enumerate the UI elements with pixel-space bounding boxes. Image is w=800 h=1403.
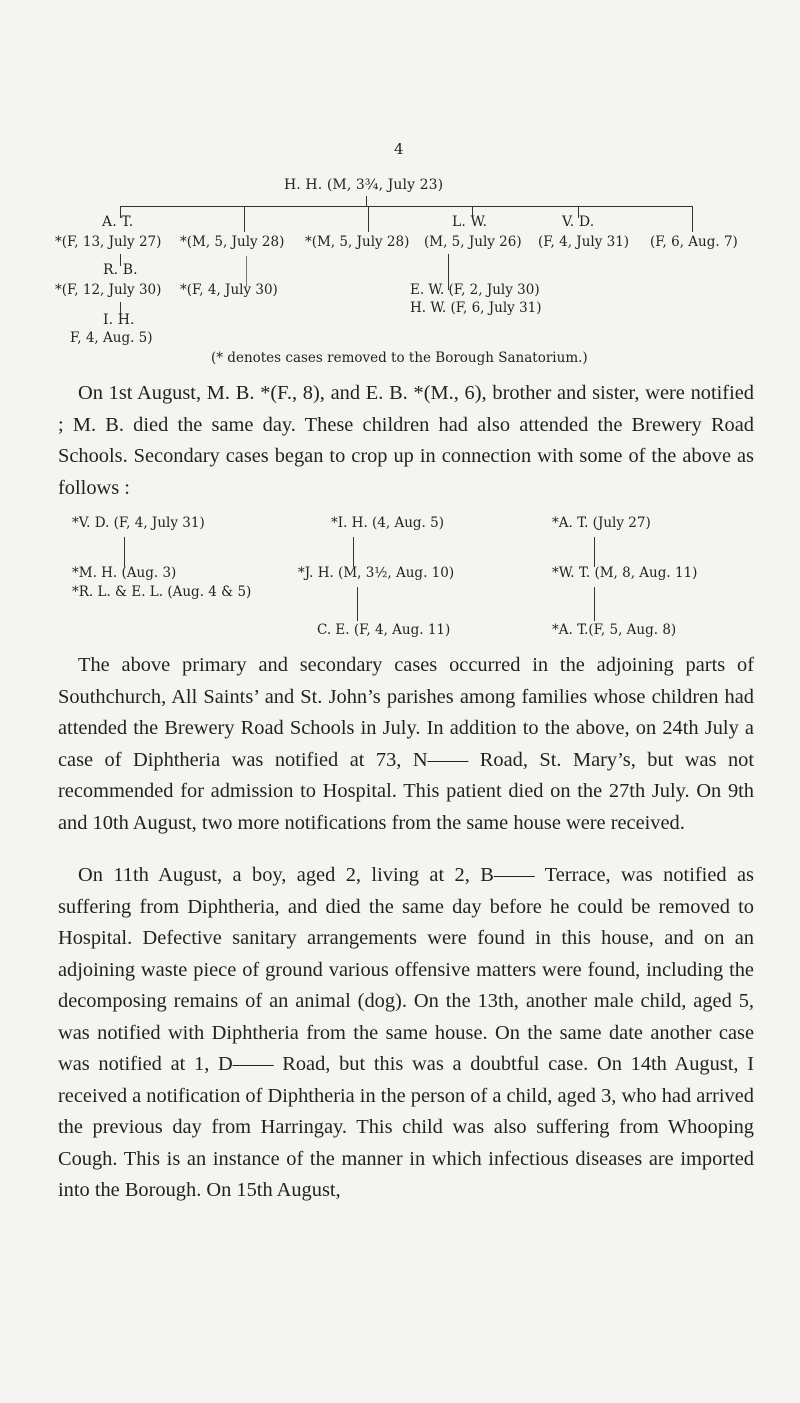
tree-node-rb: R. B.	[103, 262, 138, 278]
tree-node-wt: *W. T. (M, 8, Aug. 11)	[552, 565, 698, 581]
tree-node-ih: I. H.	[103, 312, 135, 328]
tree-node-ih: *I. H. (4, Aug. 5)	[331, 515, 444, 531]
tree-root: H. H. (M, 3¾, July 23)	[284, 177, 444, 193]
tree-detail: *(F, 4, July 30)	[180, 282, 278, 298]
tree-node-at: A. T.	[102, 214, 134, 230]
tree-detail: (M, 5, July 26)	[424, 234, 522, 250]
tree-node-at: *A. T. (July 27)	[552, 515, 651, 531]
tree-node-rl-el: *R. L. & E. L. (Aug. 4 & 5)	[72, 584, 252, 600]
tree-connector	[244, 206, 245, 232]
tree-node-hw: H. W. (F, 6, July 31)	[410, 300, 542, 316]
tree-connector	[366, 196, 367, 206]
tree-node-mh: *M. H. (Aug. 3)	[72, 565, 177, 581]
tree-detail: F, 4, Aug. 5)	[70, 330, 153, 346]
tree-node-jh: *J. H. (M, 3½, Aug. 10)	[298, 565, 455, 581]
tree-detail: (F, 4, July 31)	[538, 234, 630, 250]
paragraph: On 1st August, M. B. *(F., 8), and E. B. *(M., 6), brother and sister, were notified ; M. B. died the same day. These children had also attended the Brewery Road Schools. Secondary cases began to crop up in connection with some of the above as follows :	[58, 382, 754, 499]
tree-detail: *(M, 5, July 28)	[305, 234, 410, 250]
tree-connector	[120, 206, 692, 207]
paragraph: The above primary and secondary cases occurred in the adjoining parts of Southchurch, All Saints’ and St. John’s parishes among families whose children had attended the Brewery Road Schools in July. In addition to the above, on 24th July a case of Diphtheria was notified at 73, N—— Road, St. Mary’s, but was not recommended for admission to Hospital. This patient died on the 27th July. On 9th and 10th August, two more notifications from the same house were received.	[58, 654, 754, 834]
tree-node-vd: *V. D. (F, 4, July 31)	[72, 515, 205, 531]
tree-connector	[594, 587, 595, 621]
tree-node-ew: E. W. (F, 2, July 30)	[410, 282, 540, 298]
tree-node-ce: C. E. (F, 4, Aug. 11)	[317, 622, 451, 638]
tree-detail: *(F, 13, July 27)	[55, 234, 162, 250]
paragraph: On 11th August, a boy, aged 2, living at 2, B—— Terrace, was notified as suffering from Diphtheria, and died the same day before he could be removed to Hospital. Defective sanitary arrangements were found in this house, and on an adjoining waste piece of ground various offensive matters were found, including the decomposing remains of an animal (dog). On the 13th, another male child, aged 5, was notified with Diphtheria from the same house. On the same date another case was notified at 1, D—— Road, but this was a doubtful case. On 14th August, I received a notification of Diphtheria in the person of a child, aged 3, who had arrived the previous day from Harringay. This child was also suffering from Whooping Cough. This is an instance of the manner in which infectious diseases are imported into the Borough. On 15th August,	[58, 864, 754, 1201]
tree-connector	[353, 537, 354, 567]
tree-node-lw: L. W.	[452, 214, 488, 230]
tree-detail: *(F, 12, July 30)	[55, 282, 162, 298]
footnote: (* denotes cases removed to the Borough Sanatorium.)	[211, 350, 588, 366]
tree-connector	[594, 537, 595, 567]
tree-connector	[357, 587, 358, 621]
tree-detail: (F, 6, Aug. 7)	[650, 234, 738, 250]
tree-node-at2: *A. T.(F, 5, Aug. 8)	[552, 622, 677, 638]
page-number: 4	[394, 140, 404, 158]
tree-connector	[692, 206, 693, 232]
tree-connector	[368, 206, 369, 232]
tree-connector	[124, 537, 125, 567]
tree-node-vd: V. D.	[562, 214, 595, 230]
tree-detail: *(M, 5, July 28)	[180, 234, 285, 250]
